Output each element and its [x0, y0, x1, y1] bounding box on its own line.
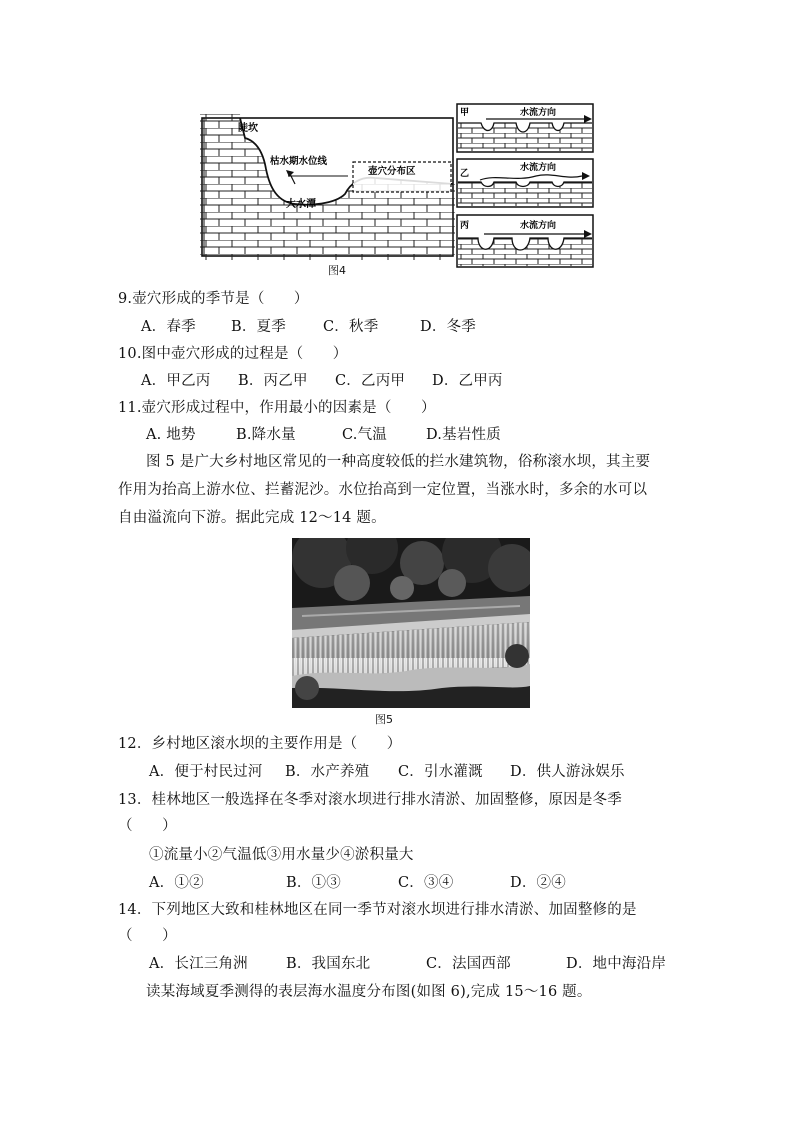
- option: D．地中海沿岸: [566, 956, 667, 972]
- question-13-options: [149, 873, 566, 893]
- option: A. 地势: [146, 427, 196, 443]
- option: C．法国西部: [426, 956, 511, 972]
- option: D.基岩性质: [426, 427, 501, 443]
- option: A．①②: [149, 875, 204, 891]
- question-9-stem: 9.壶穴形成的季节是（ ）: [118, 291, 309, 307]
- option: B．①③: [286, 875, 341, 891]
- option: C.气温: [342, 427, 387, 443]
- figure-4-main-diagram: [200, 114, 455, 260]
- figure-5-weir-photo: [292, 538, 530, 708]
- question-13-stem: 13．桂林地区一般选择在冬季对滚水坝进行排水清淤、加固整修，原因是冬季: [118, 792, 622, 808]
- option: A．长江三角洲: [149, 956, 248, 972]
- label-pothole-area: 壶穴分布区: [368, 166, 416, 177]
- question-11-stem: 11.壶穴形成过程中，作用最小的因素是（ ）: [118, 400, 436, 416]
- option: D．②④: [510, 875, 566, 891]
- option: D．供人游泳娱乐: [510, 764, 625, 780]
- figure-4-panel-bing: [456, 214, 596, 270]
- question-13-statements: ①流量小②气温低③用水量少④淤积量大: [149, 847, 414, 863]
- panel-yi-tag: 乙: [460, 169, 470, 179]
- option: C．③④: [398, 875, 454, 891]
- option: A．甲乙丙: [141, 373, 211, 389]
- label-deep-pool: 大水潭: [286, 199, 316, 210]
- option: A．便于村民过河: [149, 764, 263, 780]
- option: D．乙甲丙: [432, 373, 503, 389]
- panel-jia-tag: 甲: [460, 108, 470, 118]
- option: B．丙乙甲: [238, 373, 308, 389]
- option: B．我国东北: [286, 956, 371, 972]
- intro-12-line-1: 图 5 是广大乡村地区常见的一种高度较低的拦水建筑物，俗称滚水坝，其主要: [146, 454, 651, 470]
- question-12-stem: 12．乡村地区滚水坝的主要作用是（ ）: [118, 736, 402, 752]
- label-low-water-line: 枯水期水位线: [270, 156, 328, 167]
- option: C．引水灌溉: [398, 764, 483, 780]
- panel-bing-tag: 丙: [460, 221, 470, 231]
- option: B．夏季: [231, 319, 286, 335]
- option: B．水产养殖: [285, 764, 370, 780]
- option: A．春季: [141, 319, 196, 335]
- question-10-options: [141, 371, 503, 391]
- option: C．秋季: [323, 319, 379, 335]
- question-14-answer-parens: （ ）: [118, 928, 177, 944]
- question-11-options: [146, 425, 501, 445]
- option: D．冬季: [420, 319, 476, 335]
- question-9-options: [141, 317, 476, 337]
- figure-5-caption: 图5: [375, 713, 393, 726]
- panel-bing-flow-label: 水流方向: [520, 221, 557, 231]
- figure-4-caption: 图4: [328, 264, 346, 277]
- question-10-stem: 10.图中壶穴形成的过程是（ ）: [118, 346, 348, 362]
- intro-12-line-2: 作用为抬高上游水位、拦蓄泥沙。水位抬高到一定位置，当涨水时，多余的水可以: [118, 482, 648, 498]
- figure-4-panel-jia: [456, 103, 596, 155]
- option: C．乙丙甲: [335, 373, 406, 389]
- intro-12-line-3: 自由溢流向下游。据此完成 12～14 题。: [118, 510, 386, 526]
- panel-yi-flow-label: 水流方向: [520, 163, 557, 173]
- option: B.降水量: [236, 427, 296, 443]
- label-steep-bank: 陡坎: [238, 123, 258, 134]
- figure-4-panel-yi: [456, 158, 596, 210]
- question-12-options: [149, 762, 625, 782]
- intro-15-line-1: 读某海域夏季测得的表层海水温度分布图(如图 6),完成 15～16 题。: [146, 984, 592, 1000]
- panel-jia-flow-label: 水流方向: [520, 108, 557, 118]
- question-14-stem: 14．下列地区大致和桂林地区在同一季节对滚水坝进行排水清淤、加固整修的是: [118, 902, 637, 918]
- question-13-answer-parens: （ ）: [118, 818, 177, 834]
- question-14-options: [149, 954, 666, 974]
